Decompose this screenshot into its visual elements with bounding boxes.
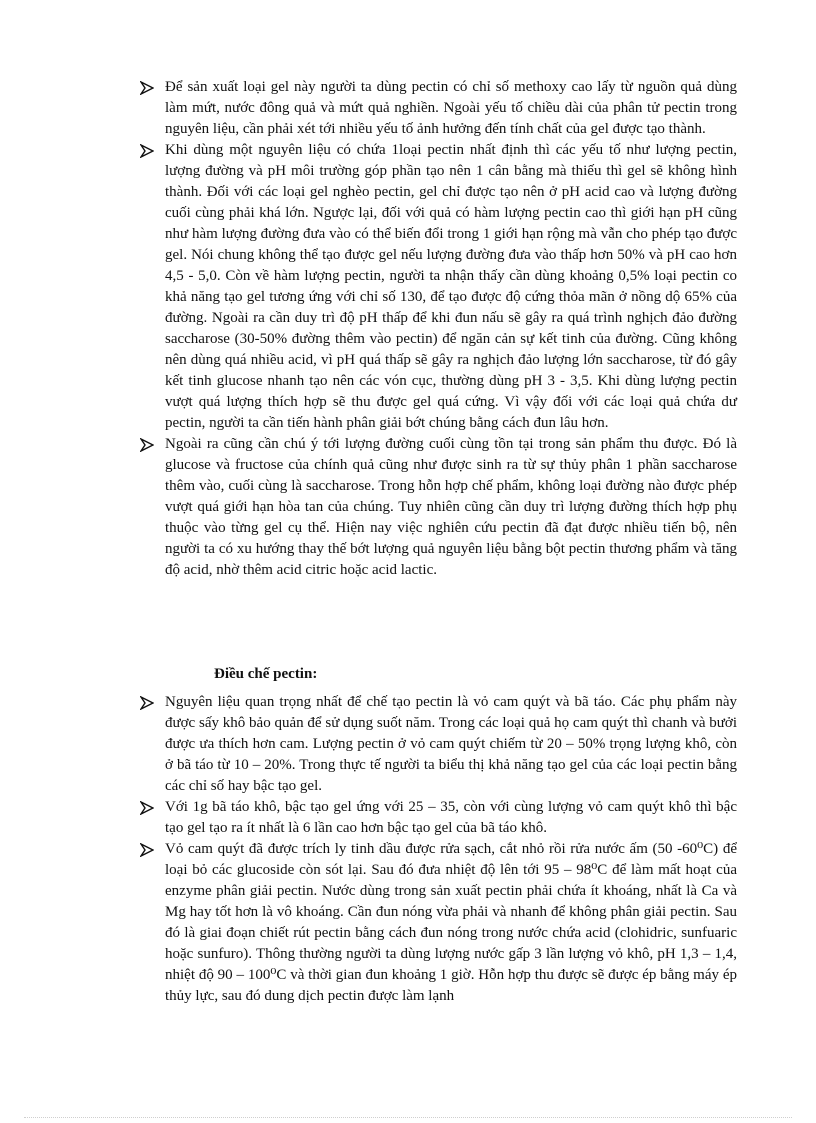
- list-item: [140, 77, 737, 140]
- list-item: [140, 434, 737, 581]
- arrow-bullet-icon: [140, 81, 154, 95]
- bullet-list-1: [140, 77, 737, 581]
- paragraph-text: Khi dùng một nguyên liệu có chứa 1loại pectin nhất định thì các yếu tố như lượng pectin, lượng đường và pH môi trường góp phần tạo nên 1 cân bằng mà thiếu thì gel sẽ không hình thành. Đối với các loại gel nghèo pectin, gel chỉ được tạo nên ở pH acid cao và lượng đường cuối cùng phải khá lớn. Ngược lại, đối với quả có hàm lượng pectin cao thì giới hạn pH cũng như hàm lượng đường đưa vào có thể biến đổi trong 1 giới hạn rộng mà vẫn cho phép tạo được gel. Nói chung không thể tạo được gel nếu lượng đường đưa vào thấp hơn 50% và pH cao hơn 4,5 - 5,0. Còn về hàm lượng pectin, người ta nhận thấy cần dùng khoảng 0,5% loại pectin co khả năng tạo gel tương ứng với chỉ số 130, để tạo được độ cứng thỏa mãn ở nồng dộ 65% của đường. Ngoài ra cần duy trì độ pH thấp để khi đun nấu sẽ gây ra quá trình nghịch đảo đường saccharose (30-50% đường thêm vào pectin) để ngăn cản sự kết tinh của đường. Cũng không nên dùng quá nhiều acid, vì pH quá thấp sẽ gây ra nghịch đảo lượng lớn saccharose, từ đó gây kết tinh glucose nhanh tạo nên các vón cục, thường dùng pH 3 - 3,5. Khi dùng lượng pectin vượt quá lượng thích hợp sẽ thu được gel quá cứng. Vì vậy đối với các loại quả chứa dư pectin, người ta cần tiến hành phân giải bớt chúng bằng cách đun lâu hơn.: [165, 142, 737, 431]
- arrow-bullet-icon: [140, 696, 154, 710]
- paragraph-text: Với 1g bã táo khô, bậc tạo gel ứng với 25 – 35, còn với cùng lượng vỏ cam quýt khô thì bậc tạo gel tạo ra ít nhất là 6 lần cao hơn bậc tạo gel của bã táo khô.: [165, 799, 737, 836]
- list-item: [140, 140, 737, 434]
- arrow-bullet-icon: [140, 843, 154, 857]
- section-heading: Điều chế pectin:: [214, 666, 318, 682]
- bullet-list-2: [140, 692, 737, 1007]
- paragraph-text: Ngoài ra cũng cần chú ý tới lượng đường cuối cùng tồn tại trong sản phẩm thu được. Đó là glucose và fructose của chính quả cũng như được sinh ra từ sự thủy phân 1 phần saccharose thêm vào, cuối cùng là saccharose. Trong hỗn hợp chế phẩm, không loại đường nào được phép vượt quá giới hạn hòa tan của chúng. Tuy nhiên cũng cần duy trì lượng đường thích hợp phụ thuộc vào từng gel cụ thể. Hiện nay việc nghiên cứu pectin đã đạt được nhiều tiến bộ, nên người ta có xu hướng thay thế bớt lượng quả nguyên liệu bằng bột pectin thương phẩm và tăng độ acid, nhờ thêm acid citric hoặc acid lactic.: [165, 436, 737, 578]
- arrow-bullet-icon: [140, 801, 154, 815]
- paragraph-text: Nguyên liệu quan trọng nhất để chế tạo pectin là vỏ cam quýt và bã táo. Các phụ phẩm này được sấy khô bảo quản để sử dụng suốt năm. Trong các loại quả họ cam quýt thì chanh và bưởi được ưa thích hơn cam. Lượng pectin ở vỏ cam quýt chiếm từ 20 – 50% trọng lượng khô, còn ở bã táo từ 10 – 20%. Trong thực tế người ta biểu thị khả năng tạo gel của các loại pectin bằng các chỉ số hay bậc tạo gel.: [165, 694, 737, 794]
- list-item: [140, 839, 737, 1007]
- paragraph-text: Để sản xuất loại gel này người ta dùng pectin có chỉ số methoxy cao lấy từ nguồn quả dùng làm mứt, nước đông quả và mứt quả nghiền. Ngoài yếu tố chiều dài của phân tử pectin trong nguyên liệu, cần phải xét tới nhiều yếu tố ảnh hưởng đến tính chất của gel được tạo thành.: [165, 79, 737, 137]
- arrow-bullet-icon: [140, 144, 154, 158]
- list-item: [140, 692, 737, 797]
- list-item: [140, 797, 737, 839]
- arrow-bullet-icon: [140, 438, 154, 452]
- page-bottom-divider: [24, 1117, 792, 1118]
- paragraph-text: Vỏ cam quýt đã được trích ly tinh dầu được rửa sạch, cắt nhỏ rồi rửa nước ấm (50 -60⁰C) để loại bỏ các glucoside còn sót lại. Sau đó đưa nhiệt độ lên tới 95 – 98⁰C để làm mất hoạt của enzyme phân giải pectin. Nước dùng trong sản xuất pectin phải chứa ít khoáng, nhất là Ca và Mg hay tốt hơn là vô khoáng. Cần đun nóng vừa phải và nhanh để không phân giải pectin. Sau đó là giai đoạn chiết rút pectin bằng cách đun nóng trong nước chứa acid (clohidric, sunfuaric hoặc sunfuro). Thông thường người ta dùng lượng nước gấp 3 lần lượng vỏ khô, pH 1,3 – 1,4, nhiệt độ 90 – 100⁰C và thời gian đun khoảng 1 giờ. Hỗn hợp thu được sẽ được ép bằng máy ép thủy lực, sau đó dung dịch pectin được làm lạnh: [165, 841, 737, 1004]
